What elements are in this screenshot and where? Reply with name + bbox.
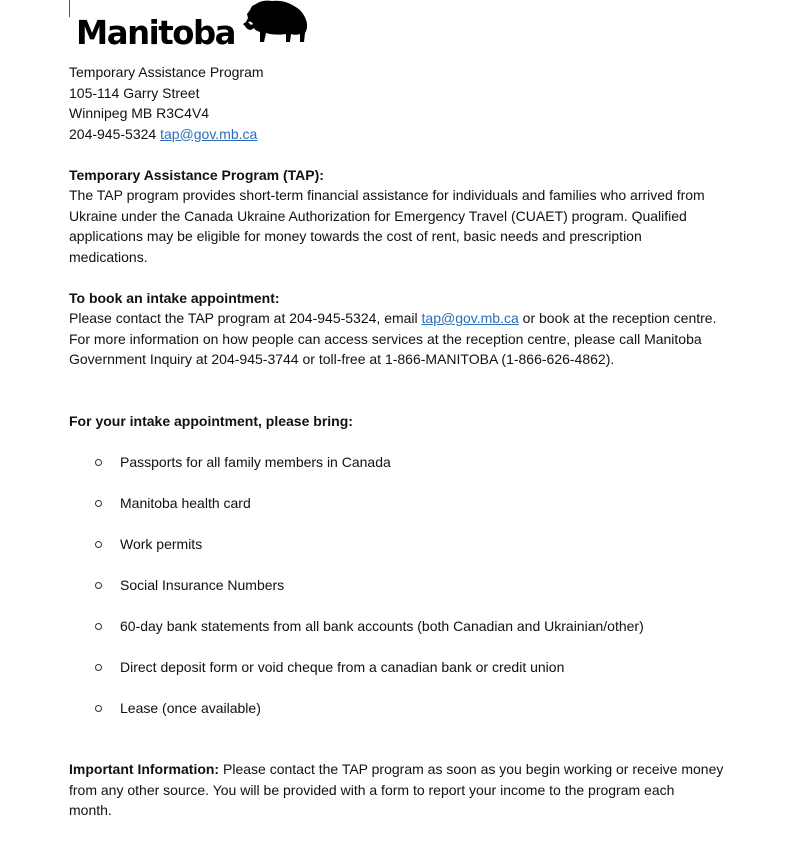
paragraph-line: Ukraine under the Canada Ukraine Authorization for Emergency Travel (CUAET) program. Qualified [69, 207, 687, 224]
hollow-bullet-icon [95, 623, 102, 630]
booking-text: or book at the reception centre. [518, 310, 717, 326]
address-block [69, 62, 749, 144]
list-item-text: Direct deposit form or void cheque from a canadian bank or credit union [120, 658, 565, 675]
section-heading: Temporary Assistance Program (TAP): [69, 166, 324, 183]
hollow-bullet-icon [95, 500, 102, 507]
section-heading: To book an intake appointment: [69, 289, 280, 306]
important-text: Please contact the TAP program as soon as you begin working or receive money [219, 761, 724, 777]
paragraph-line: Government Inquiry at 204-945-3744 or toll-free at 1-866-MANITOBA (1-866-626-4862). [69, 351, 615, 367]
logo-wordmark: Manitoba [76, 13, 236, 52]
address-line: 105-114 Garry Street [69, 84, 200, 101]
bring-list [69, 452, 749, 739]
paragraph-line: The TAP program provides short-term financial assistance for individuals and families who arrived from [69, 187, 705, 203]
contact-line [69, 124, 749, 145]
list-item-text: Passports for all family members in Canada [120, 453, 391, 470]
email-link[interactable]: tap@gov.mb.ca [421, 310, 519, 326]
hollow-bullet-icon [95, 582, 102, 589]
list-item [69, 657, 749, 698]
phone-number: 204-945-5324 [69, 125, 157, 142]
list-item-text: Social Insurance Numbers [120, 576, 285, 593]
list-item-text: Lease (once available) [120, 699, 261, 716]
paragraph-line [69, 759, 749, 780]
document-body [69, 62, 749, 821]
list-item [69, 575, 749, 616]
list-item [69, 493, 749, 534]
list-item-text: Work permits [120, 535, 203, 552]
paragraph-line: medications. [69, 248, 148, 265]
section-heading: For your intake appointment, please bring: [69, 412, 353, 429]
paragraph-line: month. [69, 802, 112, 818]
list-item [69, 698, 749, 739]
text-cursor [69, 0, 70, 17]
hollow-bullet-icon [95, 705, 102, 712]
list-item-text: Manitoba health card [120, 494, 251, 511]
tap-section [69, 165, 749, 268]
list-item [69, 534, 749, 575]
manitoba-logo [76, 3, 310, 52]
list-item [69, 616, 749, 657]
paragraph-line: For more information on how people can access services at the reception centre, please call Manitoba [69, 330, 702, 347]
hollow-bullet-icon [95, 541, 102, 548]
paragraph-line: applications may be eligible for money towards the cost of rent, basic needs and prescription [69, 228, 642, 244]
email-link[interactable]: tap@gov.mb.ca [160, 125, 258, 142]
paragraph-line: from any other source. You will be provided with a form to report your income to the program each [69, 781, 675, 798]
bison-icon [242, 0, 310, 47]
hollow-bullet-icon [95, 459, 102, 466]
hollow-bullet-icon [95, 664, 102, 671]
important-section [69, 759, 749, 821]
address-line: Winnipeg MB R3C4V4 [69, 105, 210, 121]
booking-text: Please contact the TAP program at 204-945-5324, email [69, 310, 422, 326]
list-item [69, 452, 749, 493]
list-item-text: 60-day bank statements from all bank accounts (both Canadian and Ukrainian/other) [120, 617, 644, 634]
paragraph-line [69, 308, 749, 329]
important-label: Important Information: [69, 761, 220, 777]
address-line: Temporary Assistance Program [69, 64, 264, 80]
bring-section [69, 411, 749, 739]
booking-section [69, 288, 749, 370]
